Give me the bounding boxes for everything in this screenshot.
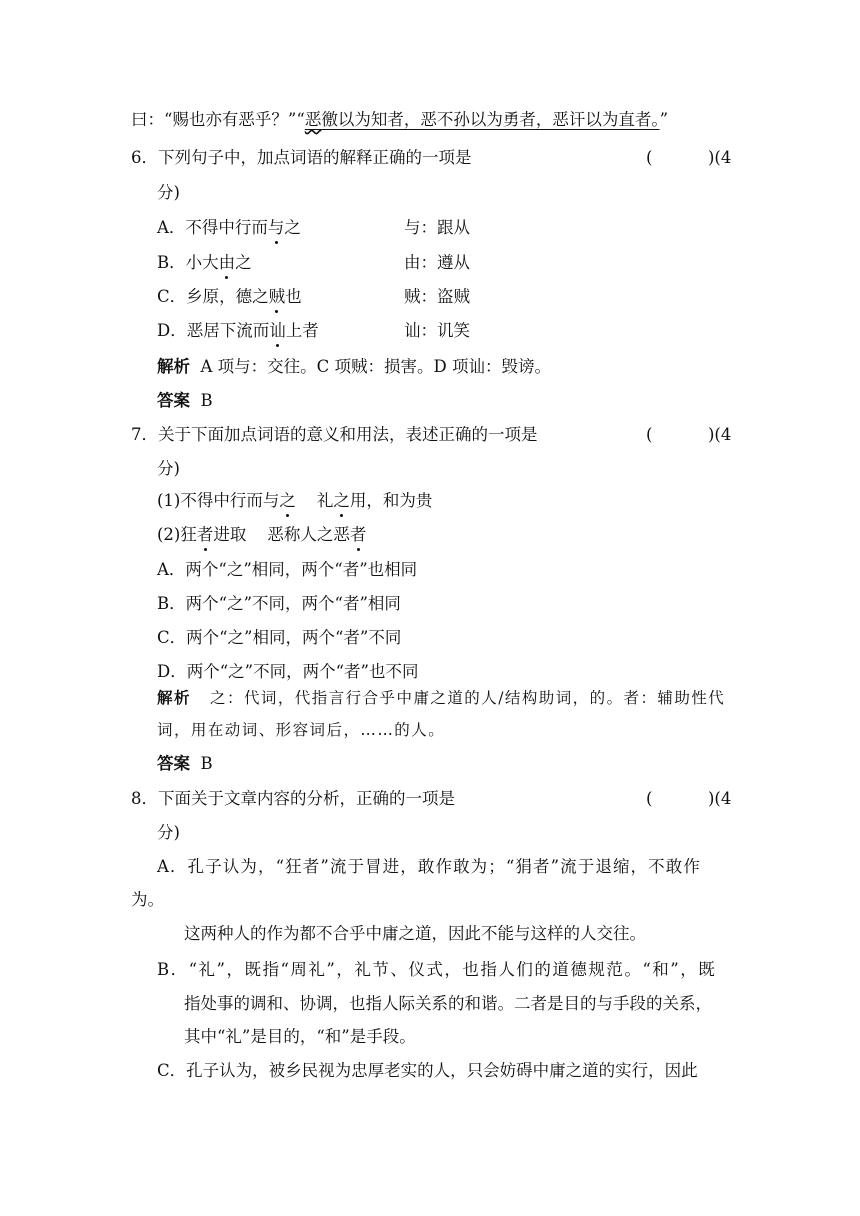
- q6-option-c-gloss: 贼：盗贼: [404, 287, 470, 306]
- q8-option-c-line1: C．孔子认为，被乡民视为忠厚老实的人，只会妨碍中庸之道的实行，因此: [157, 1061, 698, 1080]
- q6-option-a: [157, 216, 301, 240]
- q8-number: 8．: [131, 789, 158, 808]
- quote-underlined: [305, 110, 660, 129]
- q8-option-a-line2: 为。: [131, 890, 164, 909]
- q7-paren: (: [646, 425, 653, 444]
- sentence-text: (1)不得中行而与: [157, 491, 280, 510]
- analysis-text: 之：代词，代指言行合乎中庸之道的人/结构助词，的。者：辅助性代: [210, 689, 726, 707]
- q6-paren-close: )(4: [708, 148, 732, 167]
- q7-answer: [157, 752, 213, 776]
- q7-analysis-cont: 词，用在动词、形容词后，……的人。: [157, 721, 446, 739]
- q6-number: 6．: [131, 148, 158, 167]
- q8-stem-line: [131, 787, 455, 811]
- option-letter: C．: [157, 287, 187, 306]
- sentence-text: (2)狂: [157, 525, 197, 544]
- quote-prefix: 曰：“赐也亦有恶乎？”: [131, 110, 297, 129]
- option-text: 之: [284, 218, 301, 237]
- q6-answer: [157, 389, 213, 413]
- option-letter: A．: [157, 218, 186, 237]
- answer-label: 答案: [157, 391, 190, 410]
- answer-value: B: [200, 754, 213, 773]
- quote-wavy-char: 恶: [304, 110, 322, 129]
- dotted-char: 由: [219, 251, 236, 275]
- sentence-text: 礼: [316, 491, 334, 510]
- q8-option-b-line1: B．“礼”，既指“周礼”，礼节、仪式，也指人们的道德规范。“和”，既: [157, 960, 717, 979]
- q6-analysis: [157, 355, 551, 379]
- option-letter: B．: [157, 594, 186, 613]
- option-text: 也: [285, 287, 302, 306]
- option-text: 上者: [285, 321, 319, 340]
- option-text: 两个“之”不同，两个“者”也不同: [186, 662, 419, 681]
- option-text: 两个“之”不同，两个“者”相同: [185, 594, 401, 613]
- dotted-char: 之: [333, 489, 350, 513]
- q6-paren: (: [646, 148, 653, 167]
- option-letter: D．: [157, 662, 187, 681]
- sentence-text: 恶称人之恶: [267, 525, 350, 544]
- dotted-char: 者: [197, 523, 214, 547]
- q7-sentence-2: [157, 523, 366, 547]
- q7-analysis: [157, 686, 725, 710]
- option-text: 两个“之”相同，两个“者”不同: [186, 628, 402, 647]
- q6-option-b: [157, 251, 252, 275]
- analysis-label: 解析: [157, 688, 191, 707]
- dotted-char: 贼: [269, 285, 286, 309]
- option-text: 恶居下流而: [186, 321, 270, 340]
- option-text: 小大: [185, 253, 219, 272]
- q8-stem: 下面关于文章内容的分析，正确的一项是: [158, 789, 455, 808]
- quote-underlined-text: 徼以为知者，恶不孙以为勇者，恶讦以为直者。: [321, 110, 660, 129]
- q8-option-a-line1: A．孔子认为，“狂者”流于冒进，敢作敢为；“狷者”流于退缩，不敢作: [157, 857, 701, 876]
- analysis-text: A 项与：交往。C 项贼：损害。D 项讪：毁谤。: [200, 357, 552, 376]
- option-letter: C．: [157, 628, 187, 647]
- q8-option-b-line3: 其中“礼”是目的，“和”是手段。: [184, 1027, 416, 1046]
- dotted-char: 与: [268, 216, 285, 240]
- answer-label: 答案: [157, 754, 190, 773]
- q8-score-tail: 分): [157, 823, 180, 842]
- sentence-text: 用，和为贵: [349, 491, 433, 510]
- q8-paren-close: )(4: [708, 789, 732, 808]
- quote-open: “: [296, 110, 305, 129]
- q7-stem: 关于下面加点词语的意义和用法，表述正确的一项是: [158, 425, 538, 444]
- q8-option-a-line3: 这两种人的作为都不合乎中庸之道，因此不能与这样的人交往。: [184, 924, 646, 943]
- q7-number: 7．: [131, 425, 158, 444]
- quote-line: [131, 108, 668, 132]
- q8-paren: (: [646, 789, 653, 808]
- analysis-label: 解析: [157, 357, 190, 376]
- dotted-char: 者: [350, 523, 367, 547]
- dotted-char: 讪: [269, 319, 286, 343]
- quote-close: ”: [659, 110, 668, 129]
- q7-stem-line: [131, 423, 538, 447]
- q8-option-b-line2: 指处事的调和、协调，也指人际关系的和谐。二者是目的与手段的关系，: [184, 994, 712, 1013]
- option-letter: A．: [157, 560, 186, 579]
- q6-option-d: [157, 319, 319, 343]
- q6-option-c: [157, 285, 302, 309]
- q6-stem: 下列句子中，加点词语的解释正确的一项是: [158, 148, 472, 167]
- q7-score-tail: 分): [157, 459, 180, 478]
- q6-score-tail: 分): [157, 183, 180, 202]
- q7-option-d: [157, 660, 418, 684]
- option-letter: D．: [157, 321, 187, 340]
- q7-option-a: [157, 558, 417, 582]
- answer-value: B: [200, 391, 213, 410]
- option-text: 乡原，德之: [186, 287, 269, 306]
- dotted-char: 之: [279, 489, 296, 513]
- q6-option-b-gloss: 由：遵从: [404, 253, 470, 272]
- q7-paren-close: )(4: [708, 425, 732, 444]
- q6-option-a-gloss: 与：跟从: [404, 218, 470, 237]
- sentence-text: 进取: [213, 525, 247, 544]
- option-letter: B．: [157, 253, 186, 272]
- q7-option-b: [157, 592, 401, 616]
- q6-option-d-gloss: 讪：讥笑: [404, 321, 470, 340]
- q7-sentence-1: [157, 489, 432, 513]
- option-text: 之: [235, 253, 252, 272]
- option-text: 不得中行而: [185, 218, 268, 237]
- option-text: 两个“之”相同，两个“者”也相同: [185, 560, 418, 579]
- q6-stem-line: [131, 146, 472, 170]
- q7-option-c: [157, 626, 401, 650]
